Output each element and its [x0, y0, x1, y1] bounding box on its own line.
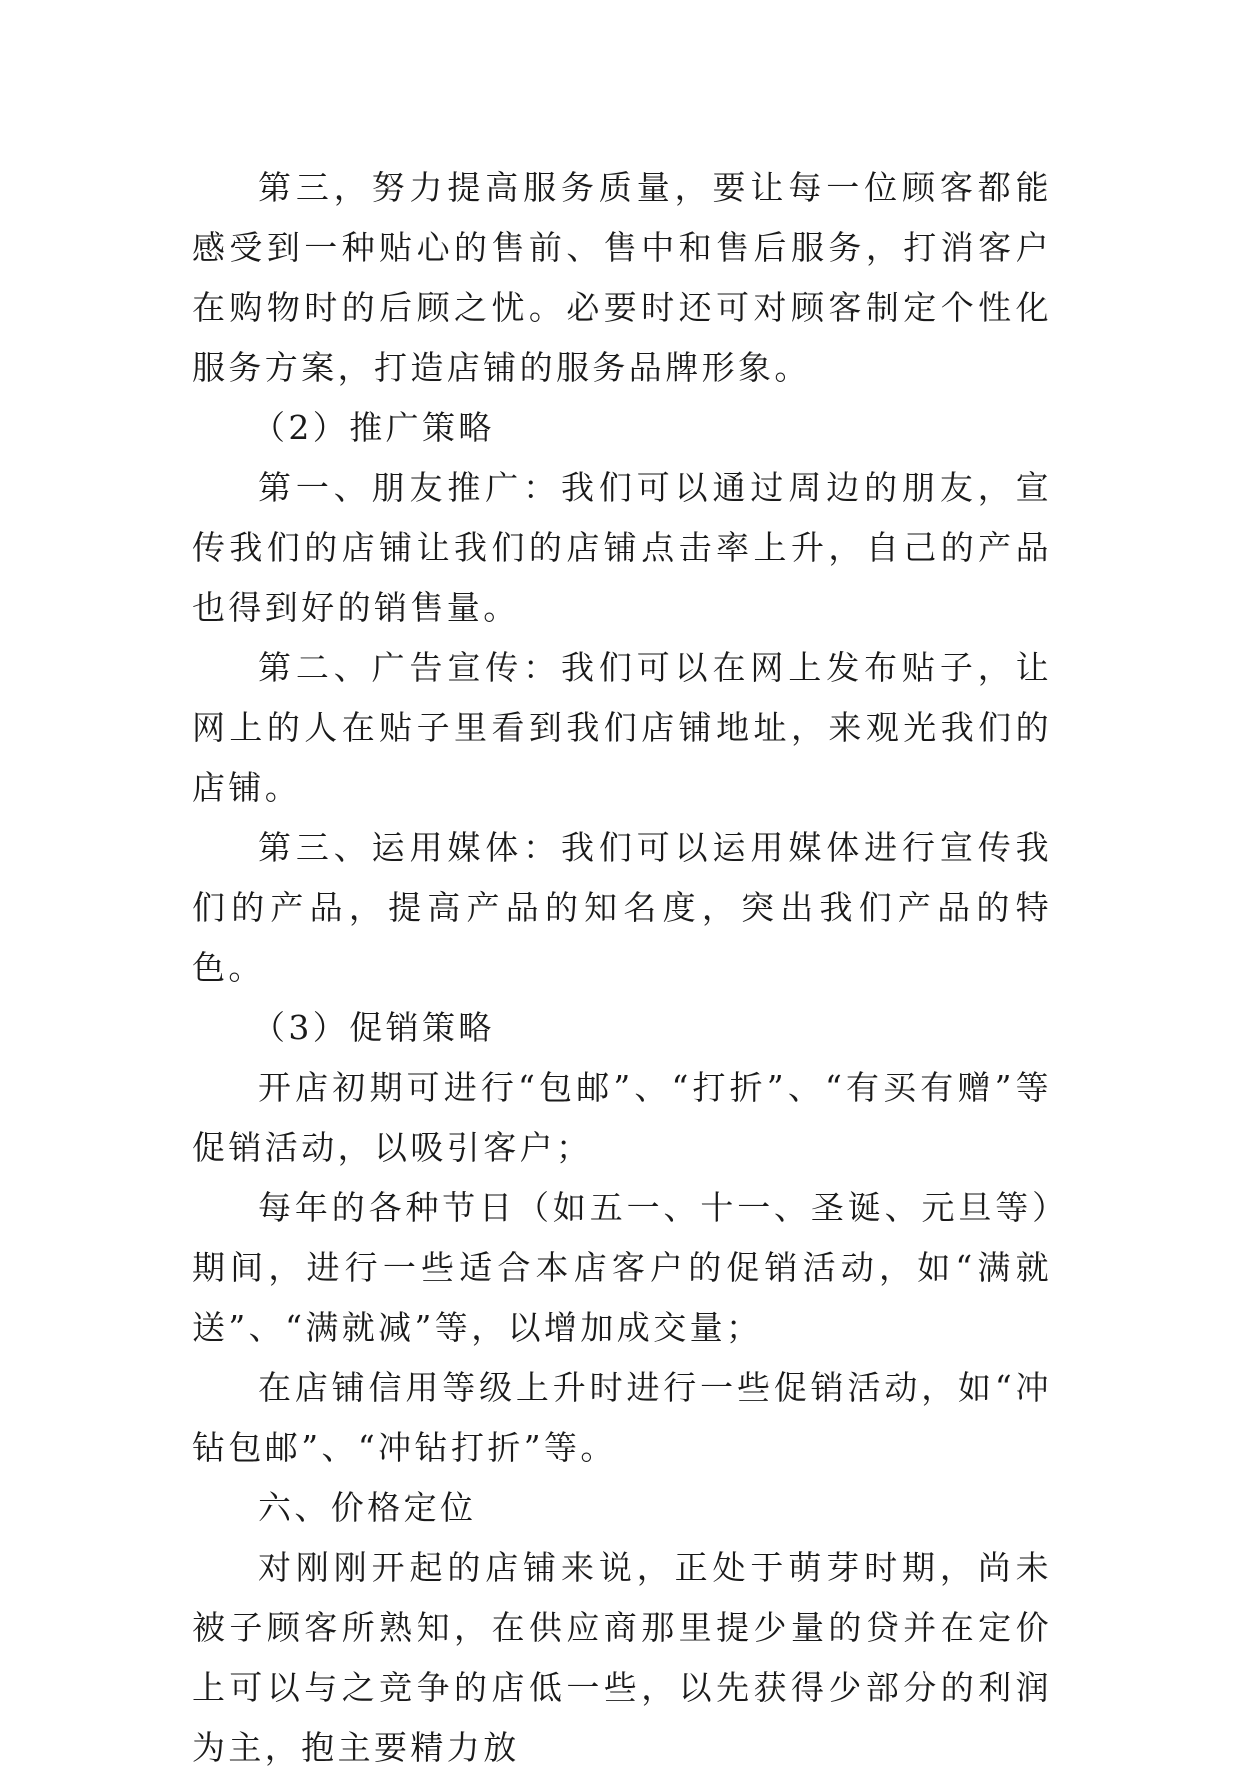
paragraph-opening-promotion: 开店初期可进行“包邮”、“打折”、“有买有赠”等促销活动，以吸引客户； — [192, 1068, 1052, 1167]
heading-sales-promotion-strategy: （3）促销策略 — [252, 1008, 495, 1047]
paragraph-advertising: 第二、广告宣传：我们可以在网上发布贴子，让网上的人在贴子里看到我们店铺地址，来观光我们的店铺。 — [192, 648, 1052, 807]
heading-promotion-strategy: （2）推广策略 — [252, 408, 495, 447]
heading-price-positioning: 六、价格定位 — [258, 1488, 477, 1527]
paragraph-credit-promotion: 在店铺信用等级上升时进行一些促销活动，如“冲钻包邮”、“冲钻打折”等。 — [192, 1368, 1052, 1467]
paragraph-service-quality: 第三，努力提高服务质量，要让每一位顾客都能感受到一种贴心的售前、售中和售后服务，打消客户在购物时的后顾之忧。必要时还可对顾客制定个性化服务方案，打造店铺的服务品牌形象。 — [192, 168, 1052, 387]
document-body — [192, 158, 1052, 1778]
paragraph-friend-promotion: 第一、朋友推广：我们可以通过周边的朋友，宣传我们的店铺让我们的店铺点击率上升，自己的产品也得到好的销售量。 — [192, 468, 1052, 627]
paragraph-holiday-promotion: 每年的各种节日（如五一、十一、圣诞、元旦等）期间，进行一些适合本店客户的促销活动，如“满就送”、“满就减”等，以增加成交量； — [192, 1188, 1052, 1347]
paragraph-price-positioning: 对刚刚开起的店铺来说，正处于萌芽时期，尚未被子顾客所熟知，在供应商那里提少量的贷并在定价上可以与之竞争的店低一些，以先获得少部分的利润为主，抱主要精力放 — [192, 1548, 1052, 1767]
paragraph-media: 第三、运用媒体：我们可以运用媒体进行宣传我们的产品，提高产品的知名度，突出我们产品的特色。 — [192, 828, 1052, 987]
